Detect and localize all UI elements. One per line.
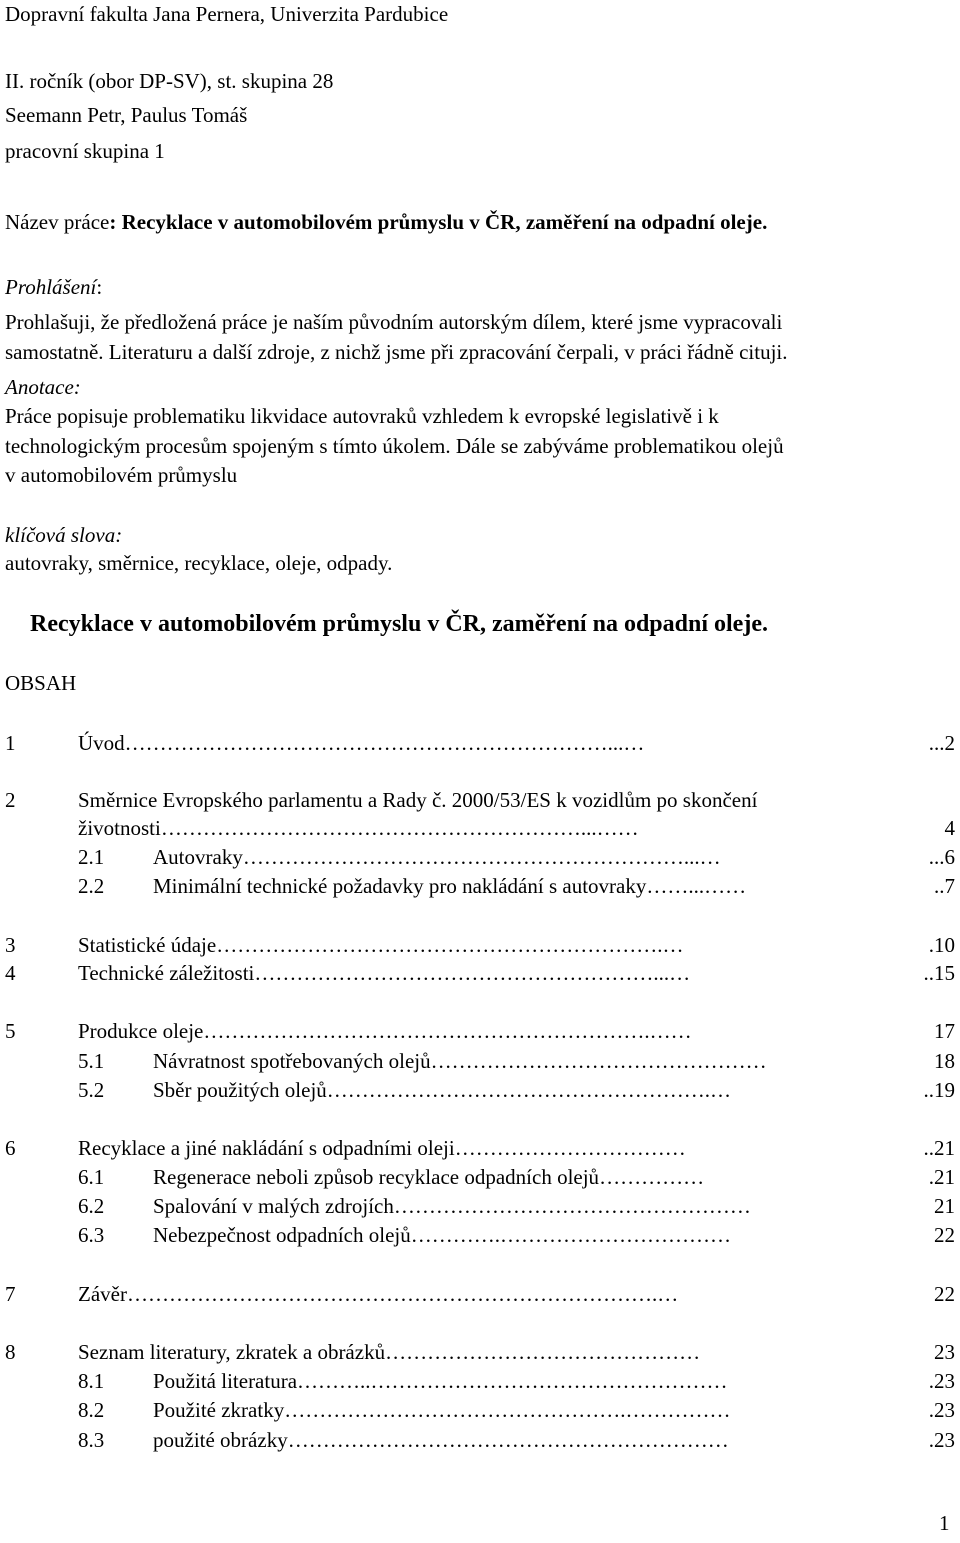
toc-entry-page: ..15 bbox=[923, 961, 955, 985]
toc-entry-page: 17 bbox=[934, 1019, 955, 1043]
toc-entry-title: Sběr použitých olejů……………………………………………….… bbox=[153, 1078, 732, 1102]
toc-entry-number: 5.1 bbox=[78, 1049, 105, 1073]
annotation-line-3: v automobilovém průmyslu bbox=[5, 463, 238, 487]
toc-entry[interactable] bbox=[5, 1371, 955, 1395]
toc-entry-leader: ……………………………………………………………...… bbox=[124, 731, 645, 755]
toc-entry-number: 8.1 bbox=[78, 1369, 105, 1393]
keywords-label: klíčová slova: bbox=[5, 523, 123, 547]
toc-entry-page: ...2 bbox=[928, 731, 955, 755]
toc-entry-leader: …………………………………………………...… bbox=[254, 961, 691, 985]
toc-entry-title: Spalování v malých zdrojích…………………………………………… bbox=[153, 1194, 751, 1218]
toc-entry[interactable] bbox=[5, 847, 955, 871]
annotation-line-2: technologickým procesům spojeným s tímto úkolem. Dále se zabýváme problematikou olejů bbox=[5, 434, 784, 458]
toc-entry-number: 2.1 bbox=[78, 845, 105, 869]
toc-entry[interactable] bbox=[5, 733, 955, 757]
toc-heading: OBSAH bbox=[5, 671, 77, 695]
toc-entry-page: ..19 bbox=[923, 1078, 955, 1102]
toc-entry-page: 22 bbox=[934, 1223, 955, 1247]
toc-entry-title: Seznam literatury, zkratek a obrázků……………………………………… bbox=[78, 1340, 701, 1364]
toc-entry-page: ...6 bbox=[928, 845, 955, 869]
work-title-colon: : bbox=[109, 210, 122, 234]
main-title: Recyklace v automobilovém průmyslu v ČR, zaměření na odpadní oleje. bbox=[30, 611, 768, 637]
work-title-value: Recyklace v automobilovém průmyslu v ČR, zaměření na odpadní oleje. bbox=[121, 210, 768, 234]
declaration-line-2: samostatně. Literaturu a další zdroje, z nichž jsme při zpracování čerpali, v práci řádně cituji. bbox=[5, 340, 788, 364]
toc-entry-number: 7 bbox=[5, 1282, 16, 1306]
toc-entry-number: 6.1 bbox=[78, 1165, 105, 1189]
toc-entry[interactable] bbox=[5, 1284, 955, 1308]
toc-entry-leader: …………… bbox=[599, 1165, 705, 1189]
toc-entry[interactable] bbox=[5, 790, 955, 814]
toc-entry-leader: ……...…… bbox=[646, 874, 747, 898]
keywords-value: autovraky, směrnice, recyklace, oleje, odpady. bbox=[5, 551, 393, 575]
toc-entry-title: Minimální technické požadavky pro nakládání s autovraky……...…… bbox=[153, 874, 747, 898]
toc-entry-title: životnosti……………………………………………………...…… bbox=[78, 816, 639, 840]
year-group-line: II. ročník (obor DP-SV), st. skupina 28 bbox=[5, 69, 334, 93]
toc-entry[interactable] bbox=[5, 876, 955, 900]
toc-entry-title: Autovraky………………………………………………………...… bbox=[153, 845, 721, 869]
toc-entry-title: Recyklace a jiné nakládání s odpadními oleji…………………………… bbox=[78, 1136, 686, 1160]
toc-entry-number: 1 bbox=[5, 731, 16, 755]
toc-entry[interactable] bbox=[5, 963, 955, 987]
toc-entry-number: 6.3 bbox=[78, 1223, 105, 1247]
toc-entry-page: 4 bbox=[944, 816, 955, 840]
toc-entry-number: 3 bbox=[5, 933, 16, 957]
toc-entry-leader: ………………………………………………………………….… bbox=[126, 1282, 679, 1306]
work-title-label: Název práce bbox=[5, 210, 110, 234]
toc-entry-number: 4 bbox=[5, 961, 16, 985]
toc-entry-page: .23 bbox=[928, 1369, 955, 1393]
toc-entry-leader: ……………………………………………………….… bbox=[216, 933, 684, 957]
authors-line: Seemann Petr, Paulus Tomáš bbox=[5, 103, 248, 127]
annotation-line-1: Práce popisuje problematiku likvidace autovraků vzhledem k evropské legislativě i k bbox=[5, 404, 719, 428]
toc-entry-title: Použitá literatura………..…………………………………………… bbox=[153, 1369, 728, 1393]
toc-entry-number: 6.2 bbox=[78, 1194, 105, 1218]
toc-entry-number: 5.2 bbox=[78, 1078, 105, 1102]
toc-entry[interactable] bbox=[5, 1342, 955, 1366]
toc-entry-title: použité obrázky……………………………………………………… bbox=[153, 1428, 729, 1452]
toc-entry[interactable] bbox=[5, 818, 955, 842]
toc-entry-number: 8 bbox=[5, 1340, 16, 1364]
toc-entry[interactable] bbox=[5, 1196, 955, 1220]
toc-entry[interactable] bbox=[5, 1138, 955, 1162]
toc-entry-number: 6 bbox=[5, 1136, 16, 1160]
toc-entry-page: .23 bbox=[928, 1398, 955, 1422]
toc-entry-number: 5 bbox=[5, 1019, 16, 1043]
toc-entry-leader: ………………………………………….…………… bbox=[284, 1398, 731, 1422]
page-number: 1 bbox=[939, 1511, 950, 1535]
toc-entry-leader: ………..…………………………………………… bbox=[297, 1369, 728, 1393]
toc-entry[interactable] bbox=[5, 1400, 955, 1424]
toc-entry-page: .10 bbox=[928, 933, 955, 957]
toc-entry-leader: ………….…………………………… bbox=[410, 1223, 731, 1247]
toc-entry-leader: ………………………………………… bbox=[430, 1049, 767, 1073]
toc-entry[interactable] bbox=[5, 935, 955, 959]
declaration-label: Prohlášení: bbox=[5, 275, 103, 299]
toc-entry-leader: …………………………… bbox=[454, 1136, 686, 1160]
toc-entry-number: 2 bbox=[5, 788, 16, 812]
declaration-line-1: Prohlašuji, že předložená práce je naším původním autorským dílem, které jsme vypracovali bbox=[5, 310, 783, 334]
toc-entry[interactable] bbox=[5, 1167, 955, 1191]
toc-entry-page: ..21 bbox=[923, 1136, 955, 1160]
toc-entry-title: Směrnice Evropského parlamentu a Rady č. 2000/53/ES k vozidlům po skončení bbox=[78, 788, 758, 812]
toc-entry-leader: ……………………………………………………… bbox=[287, 1428, 729, 1452]
faculty-line: Dopravní fakulta Jana Pernera, Univerzita Pardubice bbox=[5, 2, 449, 26]
toc-entry-title: Produkce oleje……………………………………………………….…… bbox=[78, 1019, 692, 1043]
toc-entry[interactable] bbox=[5, 1080, 955, 1104]
toc-entry-number: 2.2 bbox=[78, 874, 105, 898]
toc-entry-title: Závěr………………………………………………………………….… bbox=[78, 1282, 679, 1306]
toc-entry-page: .21 bbox=[928, 1165, 955, 1189]
toc-entry-title: Nebezpečnost odpadních olejů………….…………………………… bbox=[153, 1223, 731, 1247]
toc-entry[interactable] bbox=[5, 1051, 955, 1075]
toc-entry-title: Úvod……………………………………………………………...… bbox=[78, 731, 645, 755]
toc-entry-leader: ……………………………………… bbox=[385, 1340, 701, 1364]
toc-entry-page: 22 bbox=[934, 1282, 955, 1306]
toc-entry-title: Regenerace neboli způsob recyklace odpadních olejů…………… bbox=[153, 1165, 705, 1189]
toc-entry-leader: ……………………………………………………….…… bbox=[203, 1019, 692, 1043]
toc-entry-title: Návratnost spotřebovaných olejů………………………………………… bbox=[153, 1049, 767, 1073]
toc-entry-number: 8.2 bbox=[78, 1398, 105, 1422]
toc-entry-leader: …………………………………………… bbox=[393, 1194, 751, 1218]
toc-entry-page: ..7 bbox=[934, 874, 955, 898]
toc-entry[interactable] bbox=[5, 1430, 955, 1454]
work-title-line bbox=[5, 212, 767, 233]
toc-entry[interactable] bbox=[5, 1021, 955, 1045]
toc-entry-leader: ………………………………………………………...… bbox=[242, 845, 721, 869]
toc-entry-page: 23 bbox=[934, 1340, 955, 1364]
toc-entry-page: .23 bbox=[928, 1428, 955, 1452]
annotation-label: Anotace: bbox=[5, 375, 81, 399]
toc-entry-leader: ……………………………………………….… bbox=[326, 1078, 732, 1102]
toc-entry-page: 21 bbox=[934, 1194, 955, 1218]
toc-entry[interactable] bbox=[5, 1225, 955, 1249]
toc-entry-title: Použité zkratky………………………………………….…………… bbox=[153, 1398, 731, 1422]
toc-entry-leader: ……………………………………………………...…… bbox=[160, 816, 639, 840]
work-group-line: pracovní skupina 1 bbox=[5, 139, 165, 163]
toc-entry-title: Technické záležitosti…………………………………………………...… bbox=[78, 961, 691, 985]
toc-entry-title: Statistické údaje……………………………………………………….… bbox=[78, 933, 684, 957]
toc-entry-page: 18 bbox=[934, 1049, 955, 1073]
toc-entry-number: 8.3 bbox=[78, 1428, 105, 1452]
